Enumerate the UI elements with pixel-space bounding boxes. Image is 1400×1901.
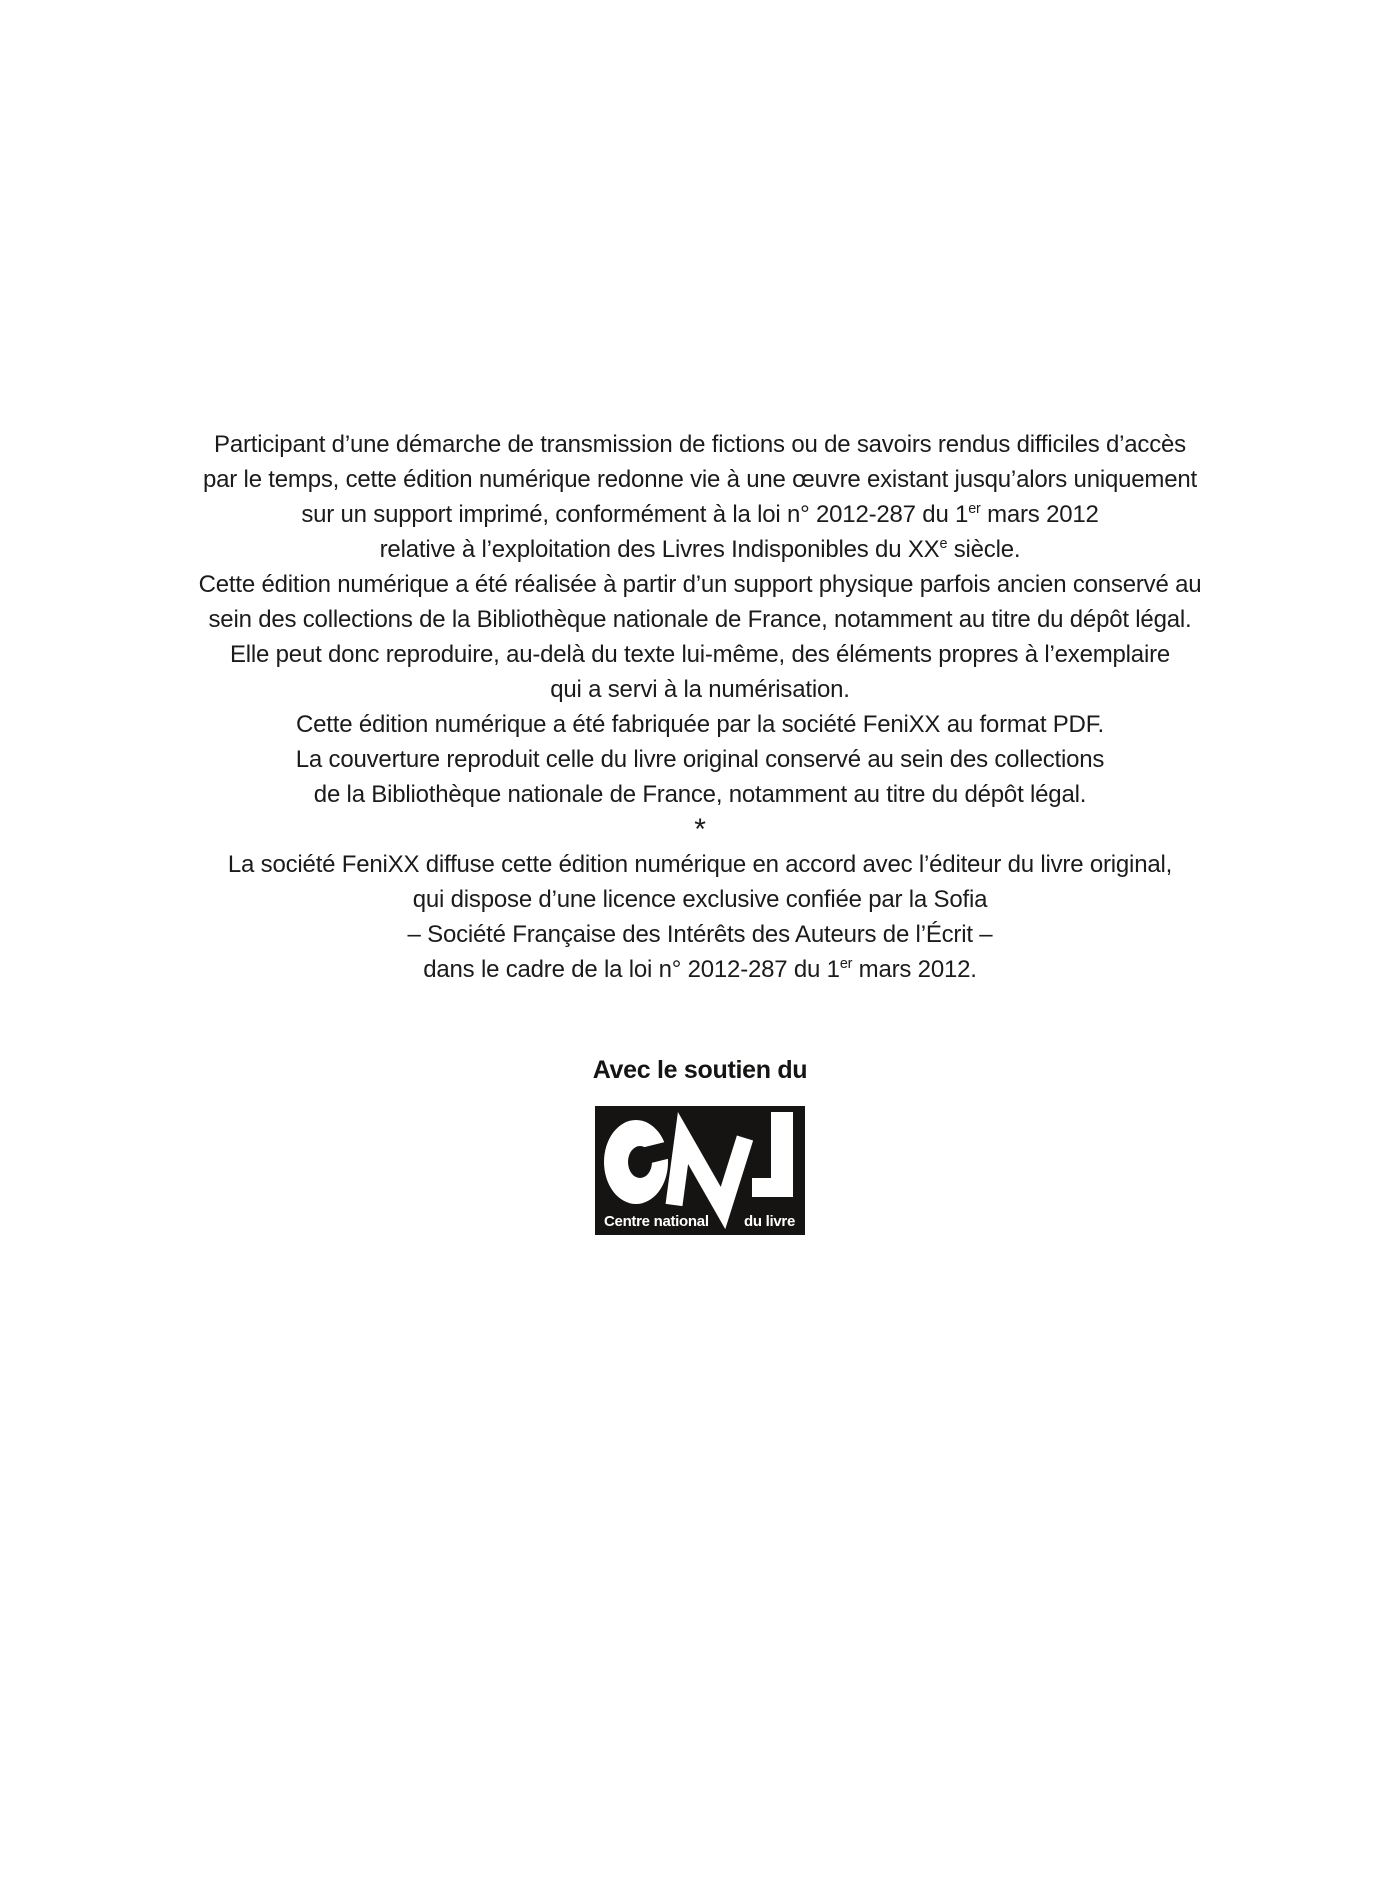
text-line: – Société Française des Intérêts des Auteurs de l’Écrit – <box>407 921 993 948</box>
paragraph-bnf-source <box>0 567 1400 707</box>
text-line: Participant d’une démarche de transmission de fictions ou de savoirs rendus difficiles d’accès <box>214 431 1186 458</box>
text-segment: sur un support imprimé, conformément à la loi n° 2012-287 du 1 <box>301 501 969 528</box>
paragraph-cover <box>0 742 1400 812</box>
text-line <box>0 952 1400 987</box>
text-line: La société FeniXX diffuse cette édition numérique en accord avec l’éditeur du livre original, <box>227 851 1173 878</box>
text-line: sein des collections de la Bibliothèque nationale de France, notamment au titre du dépôt légal. <box>208 606 1192 633</box>
text-line: Elle peut donc reproduire, au-delà du texte lui-même, des éléments propres à l’exemplaire <box>229 641 1171 668</box>
text-line: qui a servi à la numérisation. <box>550 676 850 703</box>
text-line: La couverture reproduit celle du livre original conservé au sein des collections <box>295 746 1105 773</box>
superscript: er <box>839 956 853 972</box>
paragraph-transmission <box>0 427 1400 567</box>
text-segment: relative à l’exploitation des Livres Indisponibles du XX <box>379 536 940 563</box>
text-line: Cette édition numérique a été réalisée à partir d’un support physique parfois ancien conservé au <box>198 571 1202 598</box>
text-segment: siècle. <box>947 536 1021 563</box>
superscript: e <box>939 536 948 552</box>
asterisk-separator: * <box>694 813 706 846</box>
text-line: de la Bibliothèque nationale de France, notamment au titre du dépôt légal. <box>313 781 1087 808</box>
paragraph-diffusion <box>0 847 1400 987</box>
text-line <box>0 497 1400 532</box>
cnl-support-caption: Avec le soutien du <box>592 1056 808 1084</box>
text-line: Cette édition numérique a été fabriquée par la société FeniXX au format PDF. <box>296 711 1104 738</box>
text-segment: dans le cadre de la loi n° 2012-287 du 1 <box>423 956 840 983</box>
cnl-label-du-livre: du livre <box>744 1213 795 1230</box>
cnl-label-centre-national: Centre national <box>604 1213 709 1230</box>
cnl-logo <box>595 1106 805 1235</box>
superscript: er <box>968 501 981 517</box>
text-line: par le temps, cette édition numérique redonne vie à une œuvre existant jusqu’alors uniquement <box>203 466 1197 493</box>
text-segment: mars 2012. <box>852 956 977 983</box>
text-segment: mars 2012 <box>980 501 1099 528</box>
paragraph-fenixx-pdf <box>0 707 1400 742</box>
cnl-support-block <box>0 1055 1400 1235</box>
text-line <box>0 532 1400 567</box>
text-line: qui dispose d’une licence exclusive confiée par la Sofia <box>412 886 988 913</box>
